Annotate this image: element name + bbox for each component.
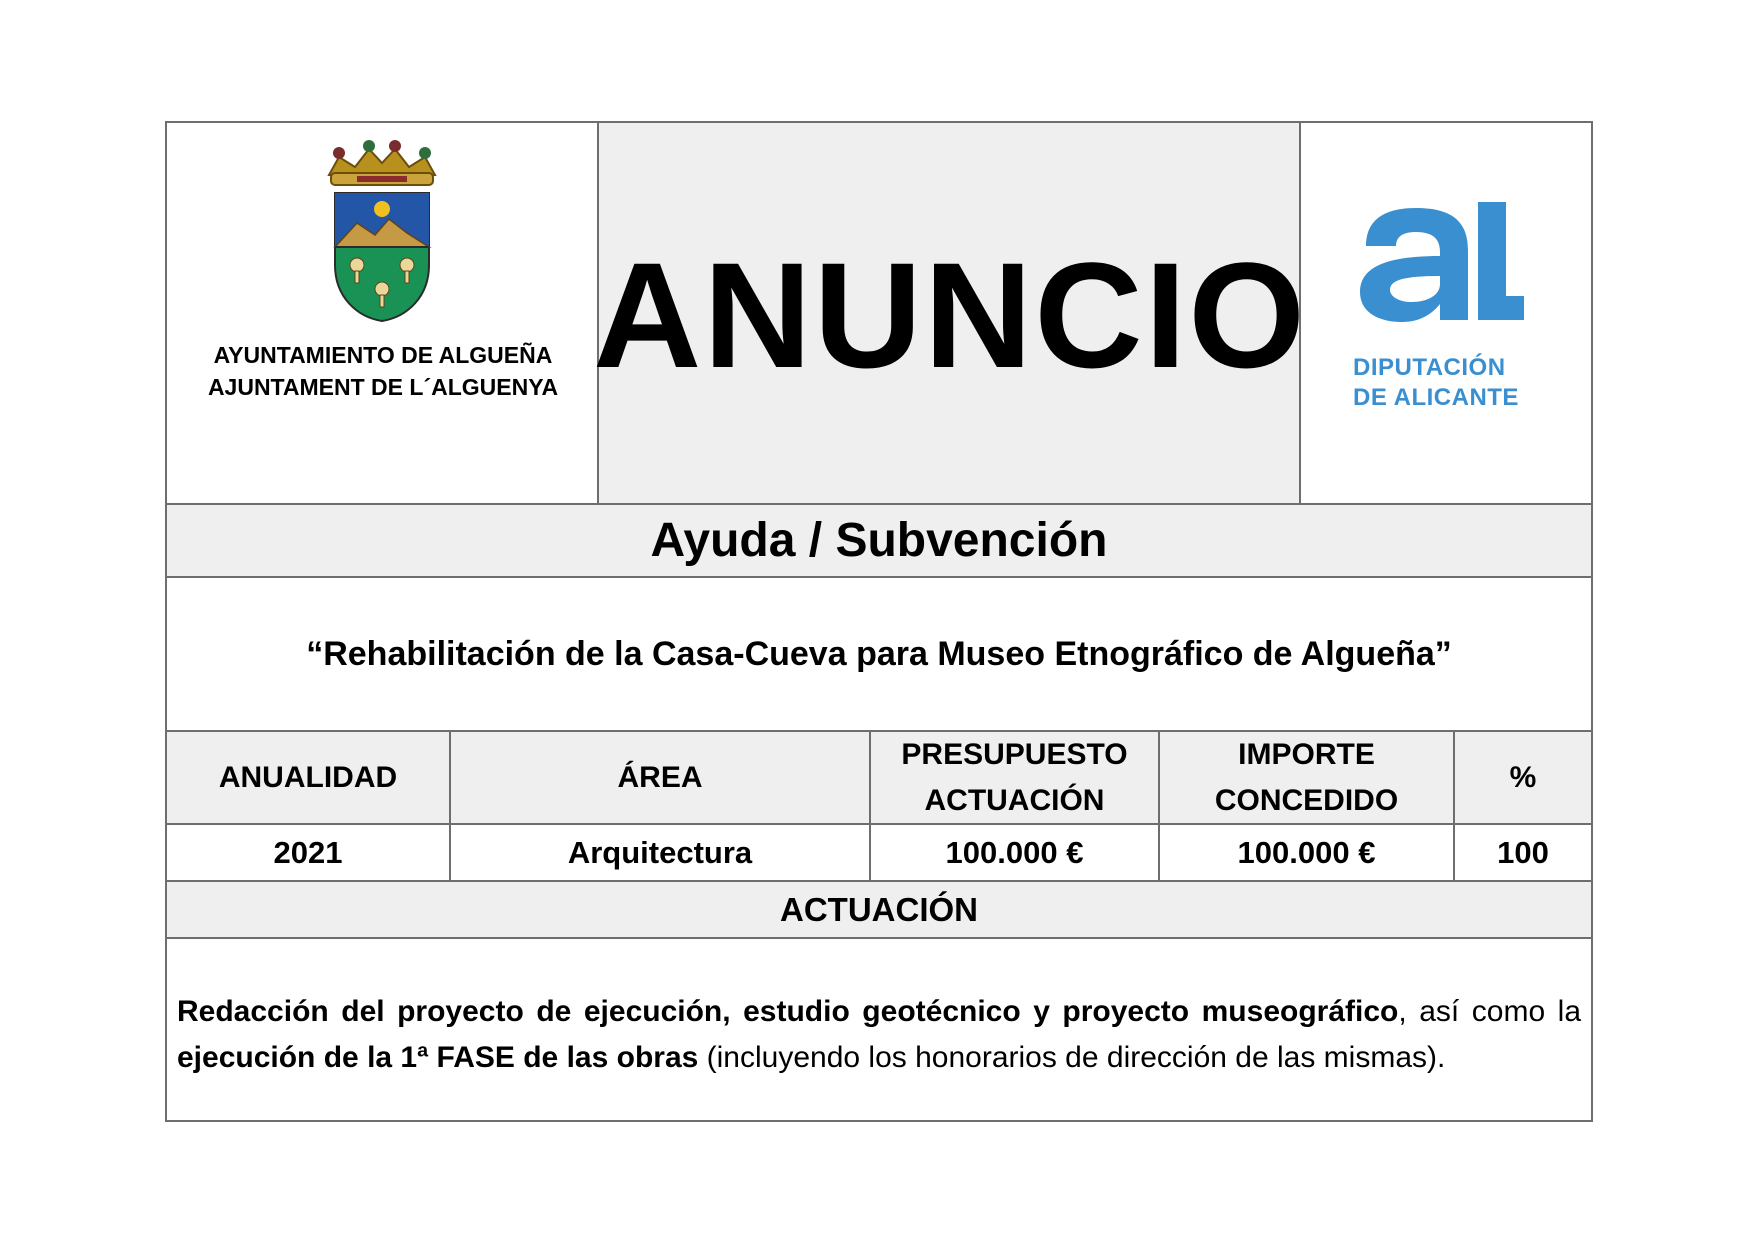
announcement-title-cell [593,123,1307,503]
description-bold-1: Redacción del proyecto de ejecución, estudio geotécnico y proyecto museográfico [177,995,1399,1028]
council-header [167,123,599,503]
column-header-anualidad: ANUALIDAD [218,760,398,794]
grant-heading-row [167,505,1591,576]
announcement-card [165,121,1593,1122]
project-title-row [167,578,1591,730]
cell-percent: 100 [1497,834,1549,870]
diputacion-logo-icon [1356,198,1526,323]
actuacion-heading: ACTUACIÓN [780,890,978,928]
cell-area: Arquitectura [567,834,753,870]
project-title: “Rehabilitación de la Casa-Cueva para Museo Etnográfico de Algueña” [306,634,1452,673]
column-header-presupuesto: PRESUPUESTO ACTUACIÓN [901,737,1128,817]
table-row [167,825,1591,880]
page-title: ANUNCIO [593,230,1307,399]
column-header-percent: % [1509,760,1537,794]
actuacion-description [177,989,1581,1081]
description-text-2: , así como la [1398,995,1582,1028]
description-text-4: (incluyendo los honorarios de dirección de las mismas). [698,1041,1446,1074]
coat-of-arms-icon [317,137,447,327]
diputacion-header [1301,123,1591,503]
cell-importe: 100.000 € [1237,834,1376,870]
description-bold-3: ejecución de la 1ª FASE de las obras [177,1041,699,1074]
diputacion-name [1353,353,1519,413]
grant-heading: Ayuda / Subvención [650,514,1108,567]
table-header-row [167,732,1591,823]
actuacion-heading-row [167,882,1591,937]
cell-anualidad: 2021 [273,834,343,870]
council-name-valencian: AJUNTAMENT DE L´ALGUENYA [207,374,559,400]
cell-presupuesto: 100.000 € [945,834,1084,870]
column-header-importe: IMPORTE CONCEDIDO [1214,737,1399,817]
actuacion-description-row [167,939,1591,1122]
council-name-spanish: AYUNTAMIENTO DE ALGUEÑA [213,342,553,368]
diputacion-line-2: DE ALICANTE [1353,384,1519,411]
diputacion-line-1: DIPUTACIÓN [1353,354,1506,381]
column-header-area: ÁREA [617,760,703,794]
